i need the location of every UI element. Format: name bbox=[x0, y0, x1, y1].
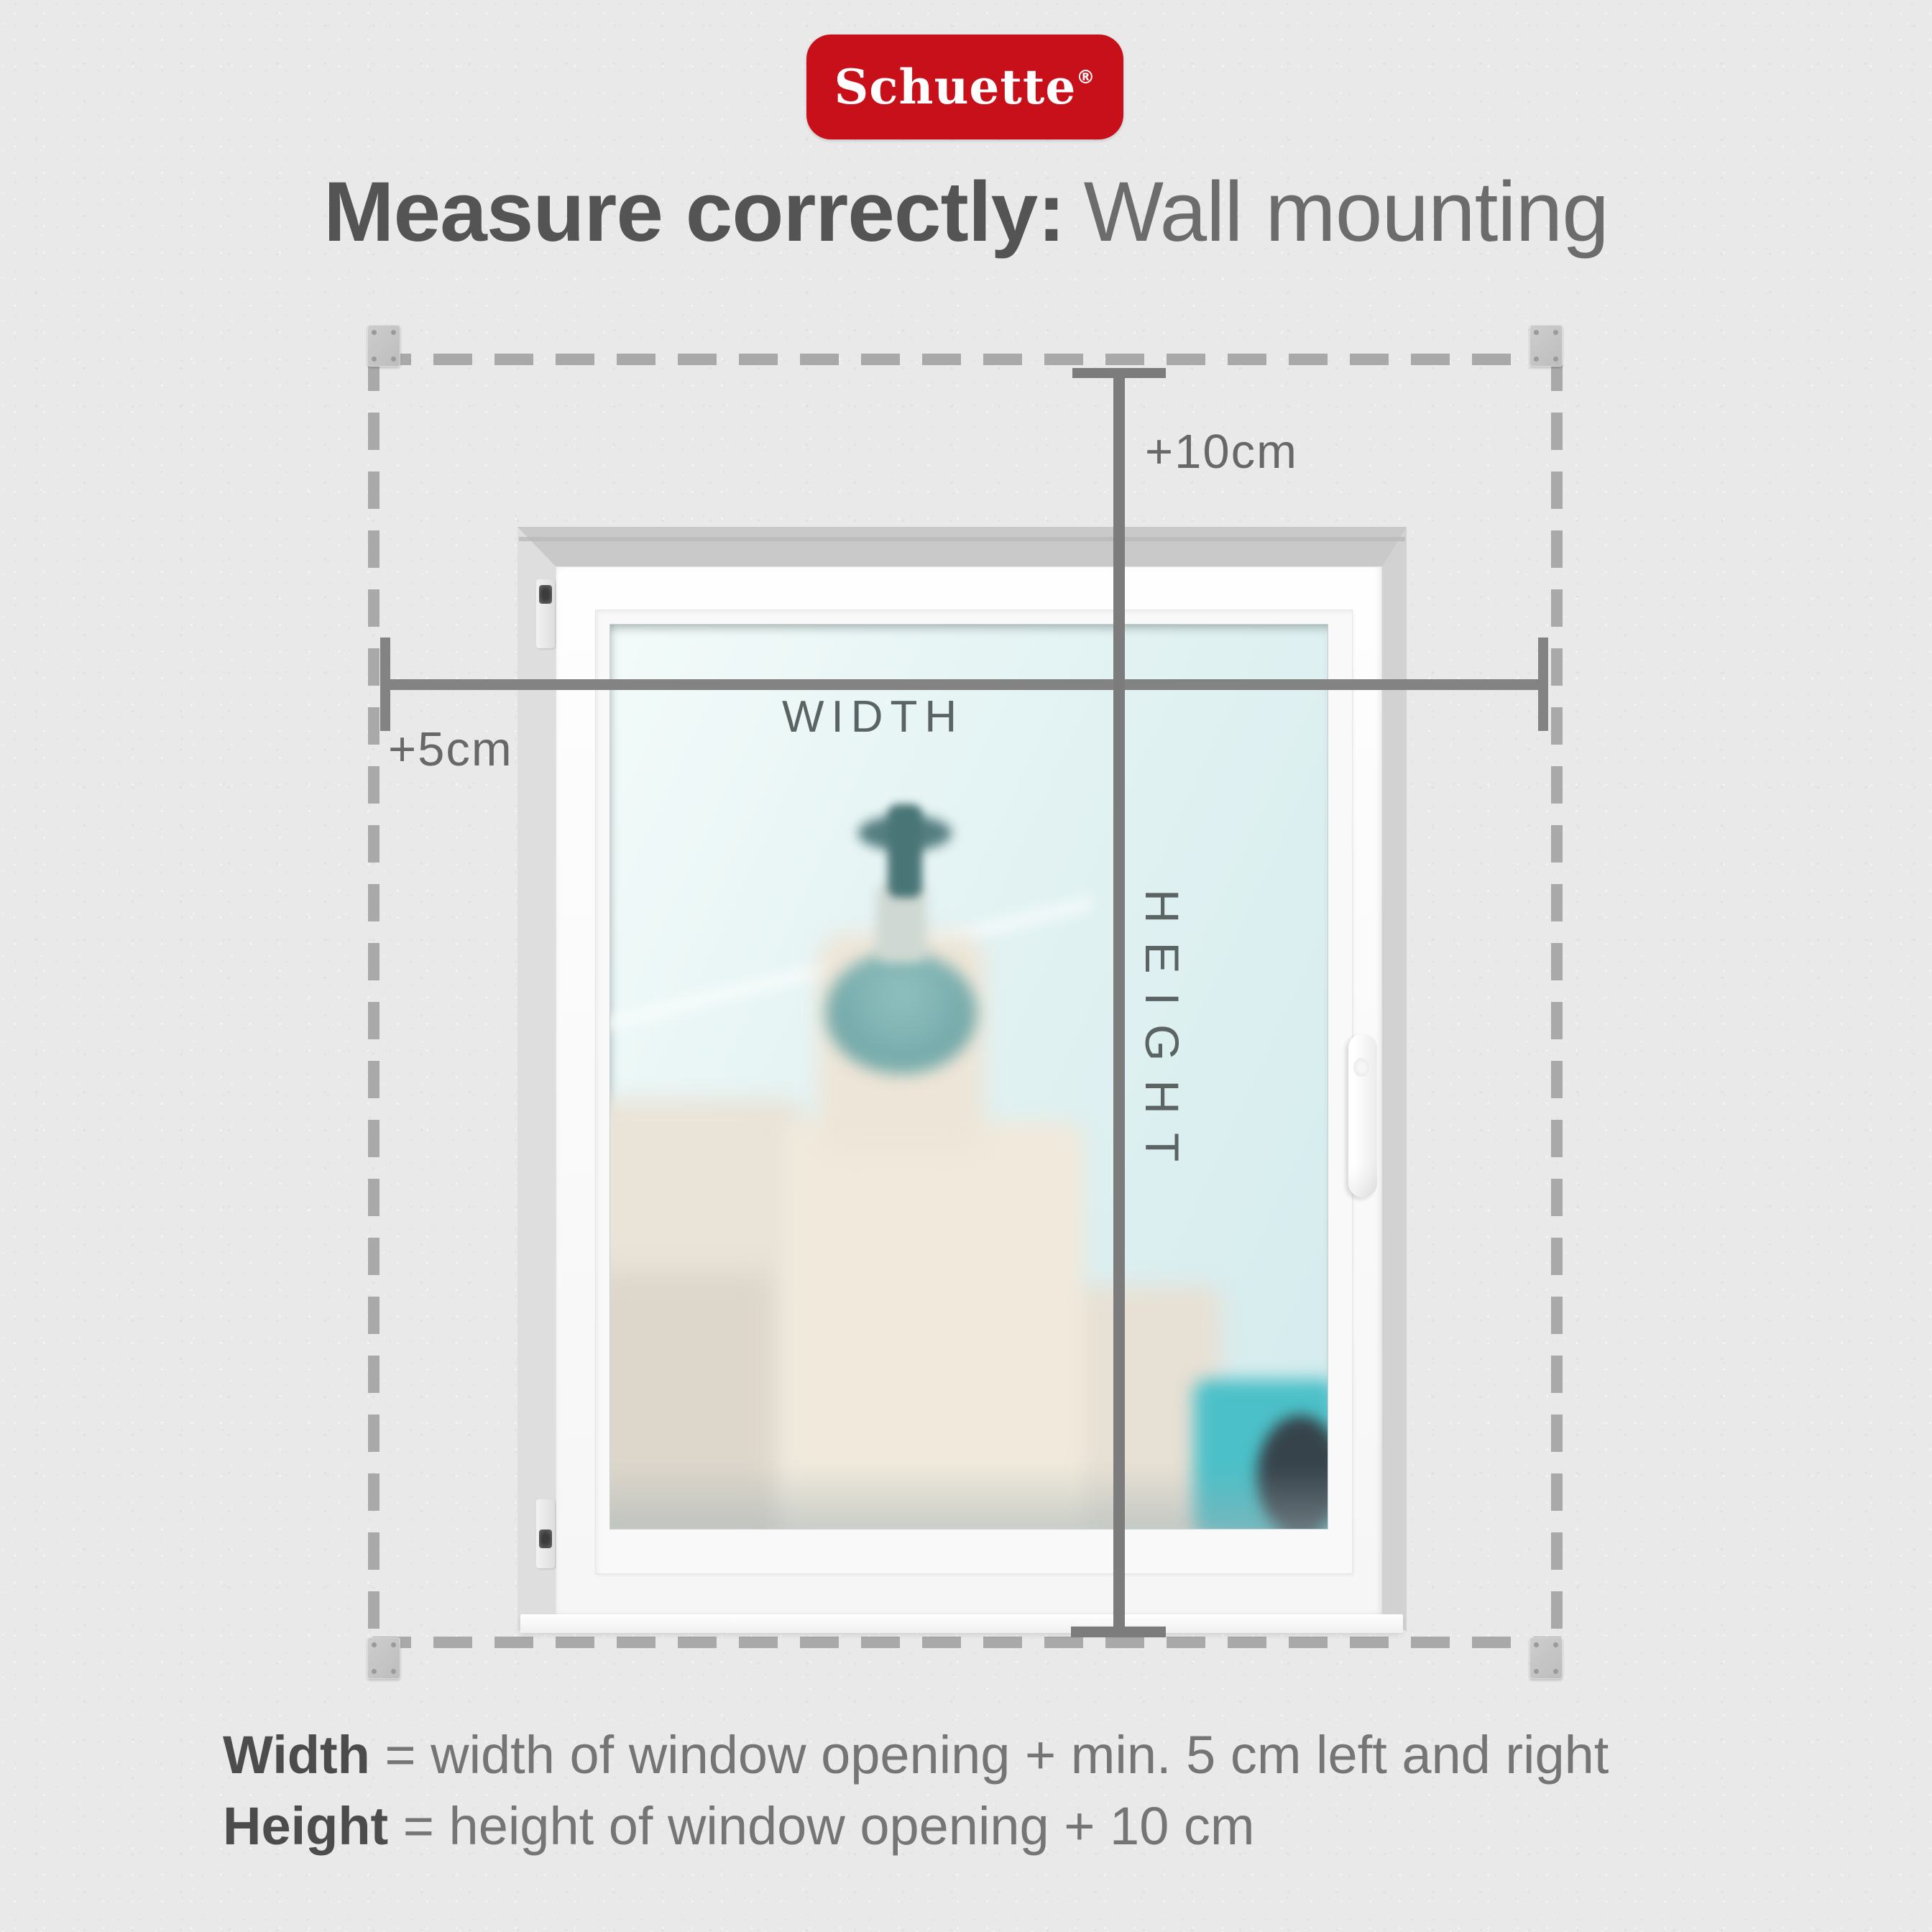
height-measure-line bbox=[1113, 368, 1125, 1637]
registered-mark-icon: ® bbox=[1076, 67, 1096, 88]
width-measure-cap-right bbox=[1538, 638, 1548, 731]
mounting-bracket-bottom-right-icon bbox=[1530, 1637, 1563, 1679]
window-handle-icon bbox=[1348, 1034, 1377, 1197]
brand-name: Schuette® bbox=[834, 59, 1096, 115]
photo-statue bbox=[888, 804, 922, 898]
width-label: WIDTH bbox=[782, 692, 965, 742]
window-lintel-shadow bbox=[519, 537, 1405, 541]
dashed-outline-top bbox=[372, 354, 1561, 365]
page-title bbox=[0, 164, 1932, 262]
dashed-outline-left bbox=[368, 354, 380, 1648]
legend bbox=[223, 1719, 1804, 1862]
legend-width-term: Width bbox=[223, 1725, 370, 1785]
mounting-bracket-bottom-left-icon bbox=[367, 1637, 400, 1679]
height-measure-cap-bottom bbox=[1071, 1627, 1166, 1637]
legend-width-definition: = width of window opening + min. 5 cm left and right bbox=[369, 1725, 1609, 1785]
title-bold: Measure correctly: bbox=[323, 165, 1065, 259]
window-hinge-top-pin-icon bbox=[539, 585, 552, 604]
dashed-outline-right bbox=[1551, 354, 1563, 1648]
legend-width-line bbox=[223, 1719, 1804, 1790]
window-sill bbox=[520, 1614, 1403, 1633]
mounting-bracket-top-right-icon bbox=[1530, 325, 1563, 367]
legend-height-definition: = height of window opening + 10 cm bbox=[388, 1796, 1255, 1856]
photo-metropolis-dome bbox=[826, 952, 977, 1074]
mounting-bracket-top-left-icon bbox=[367, 325, 400, 367]
photo-street-haze bbox=[610, 1466, 1328, 1530]
top-allowance-label: +10cm bbox=[1145, 425, 1298, 479]
brand-logo bbox=[806, 34, 1123, 139]
width-measure-cap-left bbox=[380, 638, 390, 731]
height-measure-cap-top bbox=[1072, 368, 1166, 378]
side-allowance-label: +5cm bbox=[388, 722, 513, 776]
dashed-outline-bottom bbox=[372, 1637, 1561, 1648]
width-measure-line bbox=[385, 679, 1543, 690]
legend-height-line bbox=[223, 1790, 1804, 1862]
height-label: HEIGHT bbox=[1136, 889, 1189, 1181]
title-light: Wall mounting bbox=[1083, 165, 1609, 259]
window-hinge-bottom-pin-icon bbox=[539, 1530, 552, 1548]
window-glass-photo bbox=[610, 624, 1328, 1530]
legend-height-term: Height bbox=[223, 1796, 389, 1856]
